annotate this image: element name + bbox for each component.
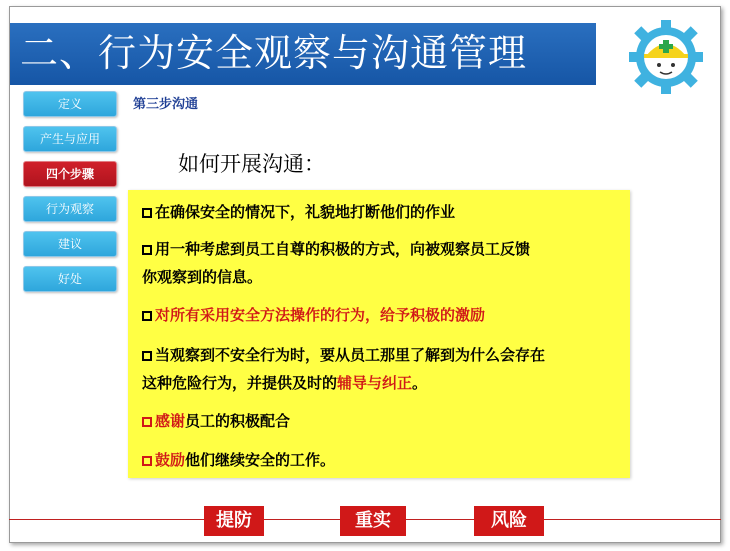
page-title: 二、行为安全观察与沟通管理 — [20, 31, 528, 75]
section-title: 如何开展沟通： — [178, 152, 325, 176]
square-bullet-icon — [142, 456, 152, 466]
footer-button-emphasize[interactable]: 重实 — [340, 506, 406, 536]
square-bullet-icon — [142, 351, 152, 361]
footer-button-beware[interactable]: 提防 — [204, 506, 264, 536]
sidebar-item-behavior-observation[interactable]: 行为观察 — [23, 196, 117, 222]
square-bullet-icon — [142, 417, 152, 427]
sidebar-item-benefits[interactable]: 好处 — [23, 266, 117, 292]
bullet-item: 感谢员工的积极配合 — [142, 407, 622, 435]
bullet-item: 当观察到不安全行为时，要从员工那里了解到为什么会存在 这种危险行为，并提供及时的辅导与纠正。 — [142, 346, 546, 392]
square-bullet-icon — [142, 311, 152, 321]
safety-helmet-gear-logo — [620, 16, 712, 98]
bullet-item: 对所有采用安全方法操作的行为，给予积极的激励 — [142, 301, 622, 329]
sidebar-item-origin-application[interactable]: 产生与应用 — [23, 126, 117, 152]
footer-button-risk[interactable]: 风险 — [474, 506, 544, 536]
bullet-item: 鼓励他们继续安全的工作。 — [142, 446, 622, 474]
bullet-item: 在确保安全的情况下，礼貌地打断他们的作业 — [142, 198, 622, 226]
bullet-item: 用一种考虑到员工自尊的积极的方式，向被观察员工反馈 你观察到的信息。 — [142, 240, 531, 286]
square-bullet-icon — [142, 208, 152, 218]
step-heading: 第三步沟通 — [133, 97, 199, 112]
square-bullet-icon — [142, 245, 152, 255]
sidebar-nav — [23, 91, 117, 301]
sidebar-item-definition[interactable]: 定义 — [23, 91, 117, 117]
sidebar-item-four-steps[interactable]: 四个步骤 — [23, 161, 117, 187]
sidebar-item-suggestions[interactable]: 建议 — [23, 231, 117, 257]
